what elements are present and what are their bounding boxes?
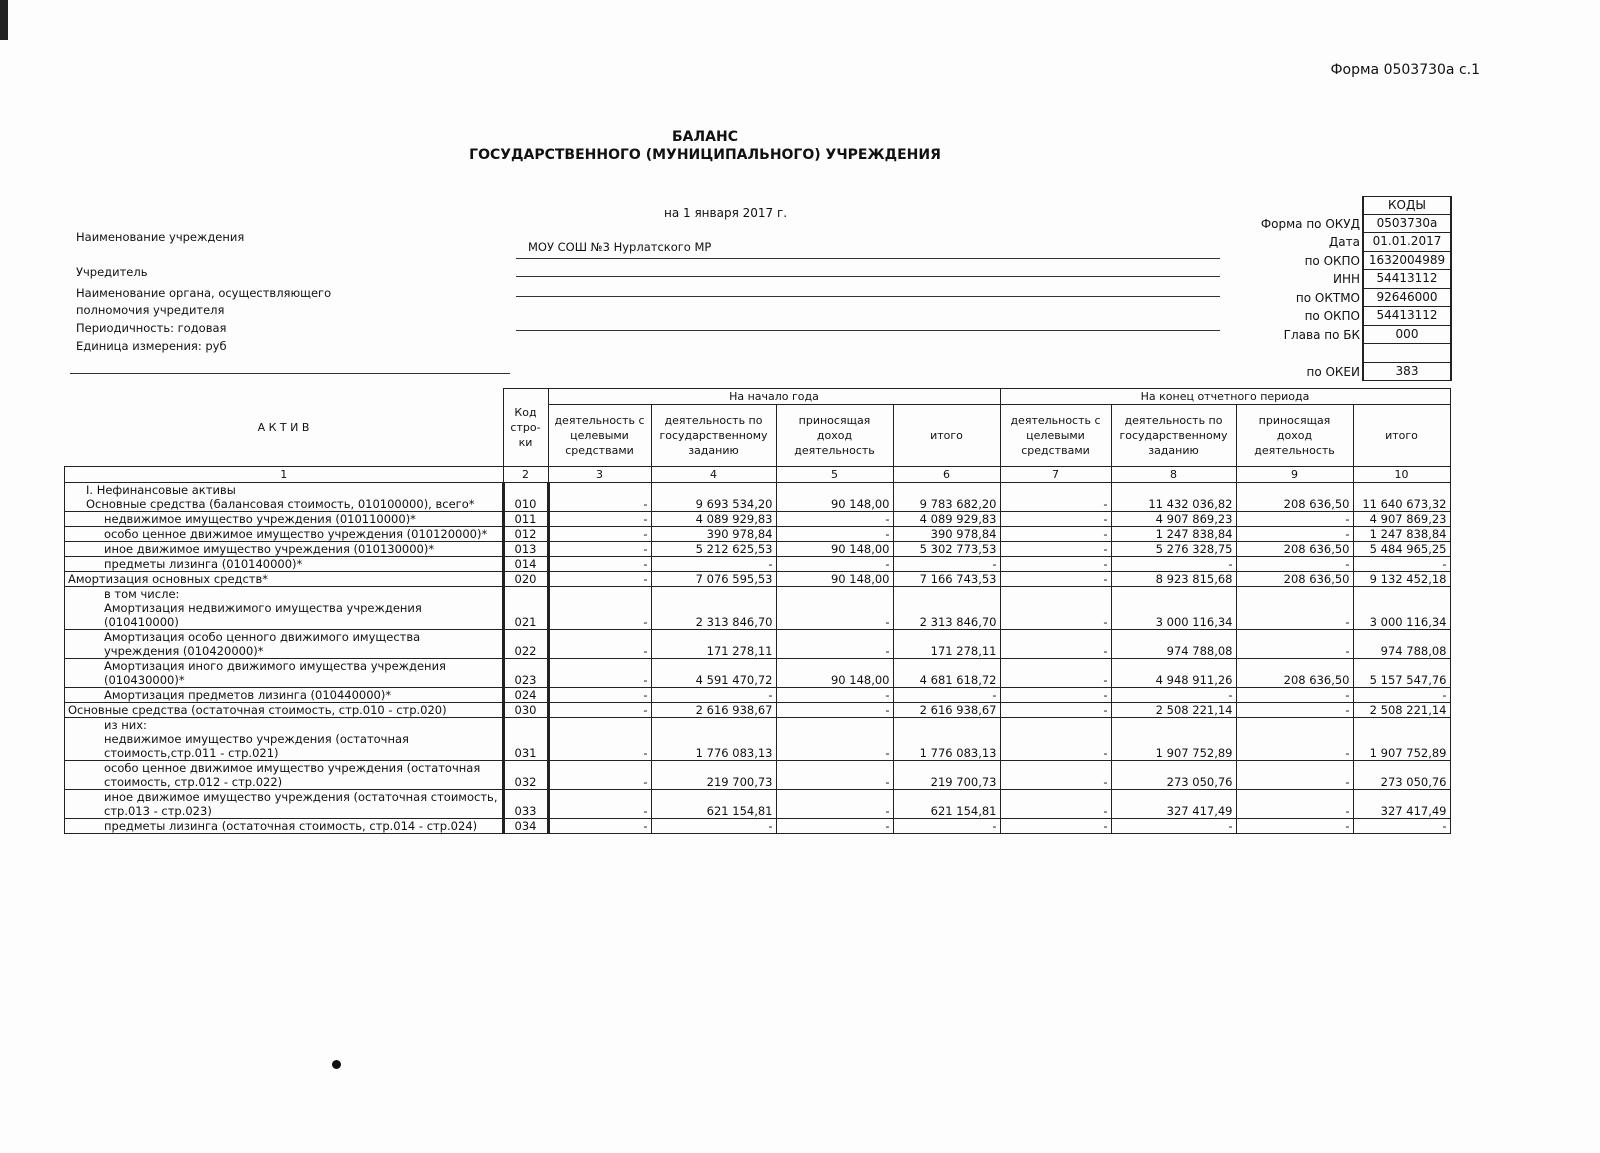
row-value-col-4: 390 978,84 bbox=[651, 527, 776, 542]
code-label: Форма по ОКУД bbox=[1260, 216, 1360, 231]
row-code: 011 bbox=[503, 512, 548, 527]
row-value-col-3: - bbox=[548, 659, 651, 688]
row-value-col-6: 9 783 682,20 bbox=[893, 483, 1000, 512]
row-value-col-10: 1 247 838,84 bbox=[1353, 527, 1450, 542]
row-value-col-9: - bbox=[1236, 587, 1353, 630]
row-value-col-6: - bbox=[893, 688, 1000, 703]
row-value-col-9: - bbox=[1236, 688, 1353, 703]
code-label: Дата bbox=[1328, 235, 1360, 250]
row-value-col-7: - bbox=[1000, 512, 1111, 527]
authority-label-2: полномочия учредителя bbox=[76, 303, 225, 317]
institution-value: МОУ СОШ №3 Нурлатского МР bbox=[528, 240, 712, 254]
row-value-col-7: - bbox=[1000, 630, 1111, 659]
row-value-col-8: 2 508 221,14 bbox=[1111, 703, 1236, 718]
row-code: 030 bbox=[503, 703, 548, 718]
row-value-col-7: - bbox=[1000, 557, 1111, 572]
underline bbox=[70, 373, 510, 374]
row-value-col-10: 5 484 965,25 bbox=[1353, 542, 1450, 557]
code-label: ИНН bbox=[1332, 272, 1360, 287]
row-value-col-8: 1 907 752,89 bbox=[1111, 718, 1236, 761]
row-value-col-5: 90 148,00 bbox=[776, 572, 893, 587]
row-value-col-4: 9 693 534,20 bbox=[651, 483, 776, 512]
column-number: 3 bbox=[548, 467, 651, 483]
row-value-col-8: 327 417,49 bbox=[1111, 790, 1236, 819]
title-line-2: ГОСУДАРСТВЕННОГО (МУНИЦИПАЛЬНОГО) УЧРЕЖДЕНИЯ bbox=[469, 147, 941, 163]
table-row bbox=[65, 512, 1451, 527]
row-value-col-9: - bbox=[1236, 703, 1353, 718]
row-value-col-4: - bbox=[651, 688, 776, 703]
row-name: из них: недвижимое имущество учреждения (остаточная стоимость,стр.011 - стр.021) bbox=[65, 718, 504, 761]
row-value-col-10: 2 508 221,14 bbox=[1353, 703, 1450, 718]
row-value-col-6: 4 089 929,83 bbox=[893, 512, 1000, 527]
code-label: по ОКТМО bbox=[1295, 290, 1360, 305]
row-value-col-8: - bbox=[1111, 819, 1236, 834]
row-value-col-5: 90 148,00 bbox=[776, 483, 893, 512]
row-code: 010 bbox=[503, 483, 548, 512]
row-value-col-8: 5 276 328,75 bbox=[1111, 542, 1236, 557]
row-code: 020 bbox=[503, 572, 548, 587]
row-value-col-9: - bbox=[1236, 761, 1353, 790]
column-number: 4 bbox=[651, 467, 776, 483]
row-value-col-7: - bbox=[1000, 527, 1111, 542]
row-name: иное движимое имущество учреждения (010130000)* bbox=[65, 542, 504, 557]
subheader-col-9: приносящая доход деятельность bbox=[1236, 405, 1353, 467]
table-row bbox=[65, 542, 1451, 557]
row-name: Амортизация основных средств* bbox=[65, 572, 504, 587]
row-value-col-3: - bbox=[548, 542, 651, 557]
row-value-col-8: 4 907 869,23 bbox=[1111, 512, 1236, 527]
row-value-col-5: - bbox=[776, 688, 893, 703]
row-value-col-5: - bbox=[776, 512, 893, 527]
code-value: 92646000 bbox=[1362, 289, 1452, 308]
table-row bbox=[65, 483, 1451, 512]
row-value-col-3: - bbox=[548, 557, 651, 572]
header-aktiv: А К Т И В bbox=[65, 389, 504, 467]
row-value-col-5: - bbox=[776, 761, 893, 790]
row-value-col-3: - bbox=[548, 703, 651, 718]
table-row bbox=[65, 527, 1451, 542]
row-value-col-5: - bbox=[776, 790, 893, 819]
underline bbox=[516, 276, 1220, 277]
subheader-col-3: деятельность с целевыми средствами bbox=[548, 405, 651, 467]
row-value-col-4: 2 313 846,70 bbox=[651, 587, 776, 630]
row-value-col-7: - bbox=[1000, 587, 1111, 630]
code-value: 383 bbox=[1362, 363, 1452, 382]
row-value-col-5: - bbox=[776, 557, 893, 572]
row-value-col-7: - bbox=[1000, 572, 1111, 587]
row-value-col-9: - bbox=[1236, 557, 1353, 572]
row-value-col-5: - bbox=[776, 587, 893, 630]
row-value-col-7: - bbox=[1000, 761, 1111, 790]
row-value-col-10: 1 907 752,89 bbox=[1353, 718, 1450, 761]
row-code: 013 bbox=[503, 542, 548, 557]
scan-dot bbox=[332, 1060, 341, 1069]
row-value-col-4: 171 278,11 bbox=[651, 630, 776, 659]
code-label: по ОКЕИ bbox=[1306, 364, 1360, 379]
codes-row bbox=[1240, 252, 1452, 271]
table-row bbox=[65, 587, 1451, 630]
periodicity: Периодичность: годовая bbox=[76, 321, 227, 335]
row-value-col-4: 219 700,73 bbox=[651, 761, 776, 790]
column-number: 2 bbox=[503, 467, 548, 483]
row-value-col-3: - bbox=[548, 790, 651, 819]
row-value-col-5: - bbox=[776, 819, 893, 834]
table-row bbox=[65, 630, 1451, 659]
row-value-col-9: 208 636,50 bbox=[1236, 659, 1353, 688]
row-code: 014 bbox=[503, 557, 548, 572]
row-value-col-8: - bbox=[1111, 688, 1236, 703]
column-number: 9 bbox=[1236, 467, 1353, 483]
row-code: 022 bbox=[503, 630, 548, 659]
subheader-col-6: итого bbox=[893, 405, 1000, 467]
row-value-col-10: 11 640 673,32 bbox=[1353, 483, 1450, 512]
row-name: I. Нефинансовые активы Основные средства (балансовая стоимость, 010100000), всего* bbox=[65, 483, 504, 512]
codes-row bbox=[1240, 363, 1452, 382]
row-value-col-3: - bbox=[548, 688, 651, 703]
row-value-col-5: - bbox=[776, 630, 893, 659]
subheader-col-5: приносящая доход деятельность bbox=[776, 405, 893, 467]
subheader-col-4: деятельность по государственному заданию bbox=[651, 405, 776, 467]
row-value-col-4: 5 212 625,53 bbox=[651, 542, 776, 557]
row-value-col-8: 974 788,08 bbox=[1111, 630, 1236, 659]
row-value-col-10: - bbox=[1353, 688, 1450, 703]
row-value-col-4: - bbox=[651, 557, 776, 572]
table-row bbox=[65, 703, 1451, 718]
row-value-col-8: 1 247 838,84 bbox=[1111, 527, 1236, 542]
code-value bbox=[1362, 344, 1452, 363]
row-value-col-8: 273 050,76 bbox=[1111, 761, 1236, 790]
header-end-of-period: На конец отчетного периода bbox=[1000, 389, 1450, 405]
row-name: Амортизация иного движимого имущества учреждения (010430000)* bbox=[65, 659, 504, 688]
row-value-col-8: 8 923 815,68 bbox=[1111, 572, 1236, 587]
row-value-col-3: - bbox=[548, 483, 651, 512]
column-number: 6 bbox=[893, 467, 1000, 483]
row-value-col-6: - bbox=[893, 819, 1000, 834]
table-row bbox=[65, 659, 1451, 688]
document-title bbox=[0, 128, 1410, 164]
codes-title: КОДЫ bbox=[1362, 196, 1452, 216]
column-number: 8 bbox=[1111, 467, 1236, 483]
row-value-col-8: 11 432 036,82 bbox=[1111, 483, 1236, 512]
row-value-col-4: 7 076 595,53 bbox=[651, 572, 776, 587]
row-value-col-5: 90 148,00 bbox=[776, 542, 893, 557]
row-value-col-3: - bbox=[548, 527, 651, 542]
row-value-col-3: - bbox=[548, 630, 651, 659]
table-row bbox=[65, 572, 1451, 587]
row-value-col-9: - bbox=[1236, 819, 1353, 834]
row-value-col-9: - bbox=[1236, 527, 1353, 542]
row-code: 012 bbox=[503, 527, 548, 542]
row-value-col-7: - bbox=[1000, 688, 1111, 703]
row-name: иное движимое имущество учреждения (остаточная стоимость, стр.013 - стр.023) bbox=[65, 790, 504, 819]
row-value-col-3: - bbox=[548, 572, 651, 587]
row-value-col-8: - bbox=[1111, 557, 1236, 572]
report-date: на 1 января 2017 г. bbox=[664, 206, 788, 220]
underline bbox=[516, 330, 1220, 331]
row-name: особо ценное движимое имущество учреждения (010120000)* bbox=[65, 527, 504, 542]
row-value-col-7: - bbox=[1000, 542, 1111, 557]
row-name: Амортизация предметов лизинга (010440000)* bbox=[65, 688, 504, 703]
code-value: 54413112 bbox=[1362, 307, 1452, 326]
column-number: 7 bbox=[1000, 467, 1111, 483]
row-value-col-5: - bbox=[776, 718, 893, 761]
row-code: 031 bbox=[503, 718, 548, 761]
code-value: 000 bbox=[1362, 326, 1452, 345]
row-value-col-6: 621 154,81 bbox=[893, 790, 1000, 819]
row-value-col-4: 621 154,81 bbox=[651, 790, 776, 819]
row-value-col-6: - bbox=[893, 557, 1000, 572]
codes-row bbox=[1240, 270, 1452, 289]
table-row bbox=[65, 790, 1451, 819]
row-value-col-10: 273 050,76 bbox=[1353, 761, 1450, 790]
table-row bbox=[65, 761, 1451, 790]
row-value-col-3: - bbox=[548, 761, 651, 790]
row-value-col-5: - bbox=[776, 527, 893, 542]
row-value-col-10: 327 417,49 bbox=[1353, 790, 1450, 819]
row-value-col-3: - bbox=[548, 512, 651, 527]
code-value: 0503730а bbox=[1362, 215, 1452, 234]
row-value-col-8: 3 000 116,34 bbox=[1111, 587, 1236, 630]
row-name: Амортизация особо ценного движимого имущества учреждения (010420000)* bbox=[65, 630, 504, 659]
row-name: недвижимое имущество учреждения (010110000)* bbox=[65, 512, 504, 527]
table-row bbox=[65, 819, 1451, 834]
subheader-col-10: итого bbox=[1353, 405, 1450, 467]
codes-row bbox=[1240, 307, 1452, 326]
row-code: 023 bbox=[503, 659, 548, 688]
codes-box bbox=[1240, 196, 1452, 381]
row-code: 032 bbox=[503, 761, 548, 790]
row-value-col-4: 1 776 083,13 bbox=[651, 718, 776, 761]
row-value-col-6: 171 278,11 bbox=[893, 630, 1000, 659]
row-value-col-9: - bbox=[1236, 718, 1353, 761]
codes-row bbox=[1240, 233, 1452, 252]
row-value-col-6: 2 616 938,67 bbox=[893, 703, 1000, 718]
row-name: особо ценное движимое имущество учреждения (остаточная стоимость, стр.012 - стр.022) bbox=[65, 761, 504, 790]
code-label: по ОКПО bbox=[1304, 253, 1360, 268]
row-name: в том числе: Амортизация недвижимого имущества учреждения (010410000) bbox=[65, 587, 504, 630]
row-value-col-10: 4 907 869,23 bbox=[1353, 512, 1450, 527]
code-label: Глава по БК bbox=[1283, 327, 1360, 342]
balance-table bbox=[64, 388, 1451, 834]
form-number: Форма 0503730а с.1 bbox=[1330, 62, 1480, 78]
row-value-col-8: 4 948 911,26 bbox=[1111, 659, 1236, 688]
unit: Единица измерения: руб bbox=[76, 339, 227, 353]
row-value-col-10: - bbox=[1353, 557, 1450, 572]
founder-label: Учредитель bbox=[76, 265, 148, 279]
codes-row bbox=[1240, 289, 1452, 308]
row-name: предметы лизинга (010140000)* bbox=[65, 557, 504, 572]
row-value-col-10: - bbox=[1353, 819, 1450, 834]
row-value-col-9: 208 636,50 bbox=[1236, 542, 1353, 557]
row-value-col-4: - bbox=[651, 819, 776, 834]
institution-label: Наименование учреждения bbox=[76, 230, 245, 244]
row-code: 034 bbox=[503, 819, 548, 834]
codes-row bbox=[1240, 215, 1452, 234]
row-value-col-6: 5 302 773,53 bbox=[893, 542, 1000, 557]
row-value-col-9: - bbox=[1236, 512, 1353, 527]
row-value-col-10: 3 000 116,34 bbox=[1353, 587, 1450, 630]
codes-row bbox=[1240, 326, 1452, 345]
row-value-col-9: 208 636,50 bbox=[1236, 483, 1353, 512]
row-value-col-10: 974 788,08 bbox=[1353, 630, 1450, 659]
row-value-col-6: 4 681 618,72 bbox=[893, 659, 1000, 688]
table-row bbox=[65, 718, 1451, 761]
row-code: 021 bbox=[503, 587, 548, 630]
row-name: Основные средства (остаточная стоимость, стр.010 - стр.020) bbox=[65, 703, 504, 718]
row-value-col-7: - bbox=[1000, 718, 1111, 761]
column-number: 5 bbox=[776, 467, 893, 483]
row-value-col-6: 2 313 846,70 bbox=[893, 587, 1000, 630]
row-value-col-4: 4 591 470,72 bbox=[651, 659, 776, 688]
row-value-col-5: - bbox=[776, 703, 893, 718]
code-value: 1632004989 bbox=[1362, 252, 1452, 271]
underline bbox=[516, 258, 1220, 259]
header-code: Код стро-ки bbox=[503, 389, 548, 467]
row-value-col-6: 1 776 083,13 bbox=[893, 718, 1000, 761]
header-start-of-year: На начало года bbox=[548, 389, 1000, 405]
code-value: 54413112 bbox=[1362, 270, 1452, 289]
row-code: 033 bbox=[503, 790, 548, 819]
row-value-col-3: - bbox=[548, 819, 651, 834]
row-value-col-4: 2 616 938,67 bbox=[651, 703, 776, 718]
row-value-col-10: 9 132 452,18 bbox=[1353, 572, 1450, 587]
row-value-col-7: - bbox=[1000, 703, 1111, 718]
column-number: 1 bbox=[65, 467, 504, 483]
underline bbox=[516, 296, 1220, 297]
row-value-col-4: 4 089 929,83 bbox=[651, 512, 776, 527]
row-value-col-6: 390 978,84 bbox=[893, 527, 1000, 542]
scan-edge bbox=[0, 0, 8, 40]
column-number: 10 bbox=[1353, 467, 1450, 483]
row-value-col-6: 219 700,73 bbox=[893, 761, 1000, 790]
code-value: 01.01.2017 bbox=[1362, 233, 1452, 252]
row-code: 024 bbox=[503, 688, 548, 703]
codes-row bbox=[1240, 344, 1452, 363]
row-value-col-9: 208 636,50 bbox=[1236, 572, 1353, 587]
table-row bbox=[65, 688, 1451, 703]
title-line-1: БАЛАНС bbox=[672, 129, 738, 145]
subheader-col-7: деятельность с целевыми средствами bbox=[1000, 405, 1111, 467]
code-label: по ОКПО bbox=[1304, 309, 1360, 324]
authority-label-1: Наименование органа, осуществляющего bbox=[76, 286, 332, 300]
row-value-col-6: 7 166 743,53 bbox=[893, 572, 1000, 587]
row-value-col-7: - bbox=[1000, 819, 1111, 834]
row-value-col-7: - bbox=[1000, 790, 1111, 819]
row-value-col-5: 90 148,00 bbox=[776, 659, 893, 688]
row-value-col-3: - bbox=[548, 587, 651, 630]
row-value-col-7: - bbox=[1000, 483, 1111, 512]
subheader-col-8: деятельность по государственному заданию bbox=[1111, 405, 1236, 467]
row-value-col-7: - bbox=[1000, 659, 1111, 688]
row-value-col-9: - bbox=[1236, 790, 1353, 819]
row-name: предметы лизинга (остаточная стоимость, стр.014 - стр.024) bbox=[65, 819, 504, 834]
row-value-col-9: - bbox=[1236, 630, 1353, 659]
row-value-col-3: - bbox=[548, 718, 651, 761]
row-value-col-10: 5 157 547,76 bbox=[1353, 659, 1450, 688]
table-row bbox=[65, 557, 1451, 572]
